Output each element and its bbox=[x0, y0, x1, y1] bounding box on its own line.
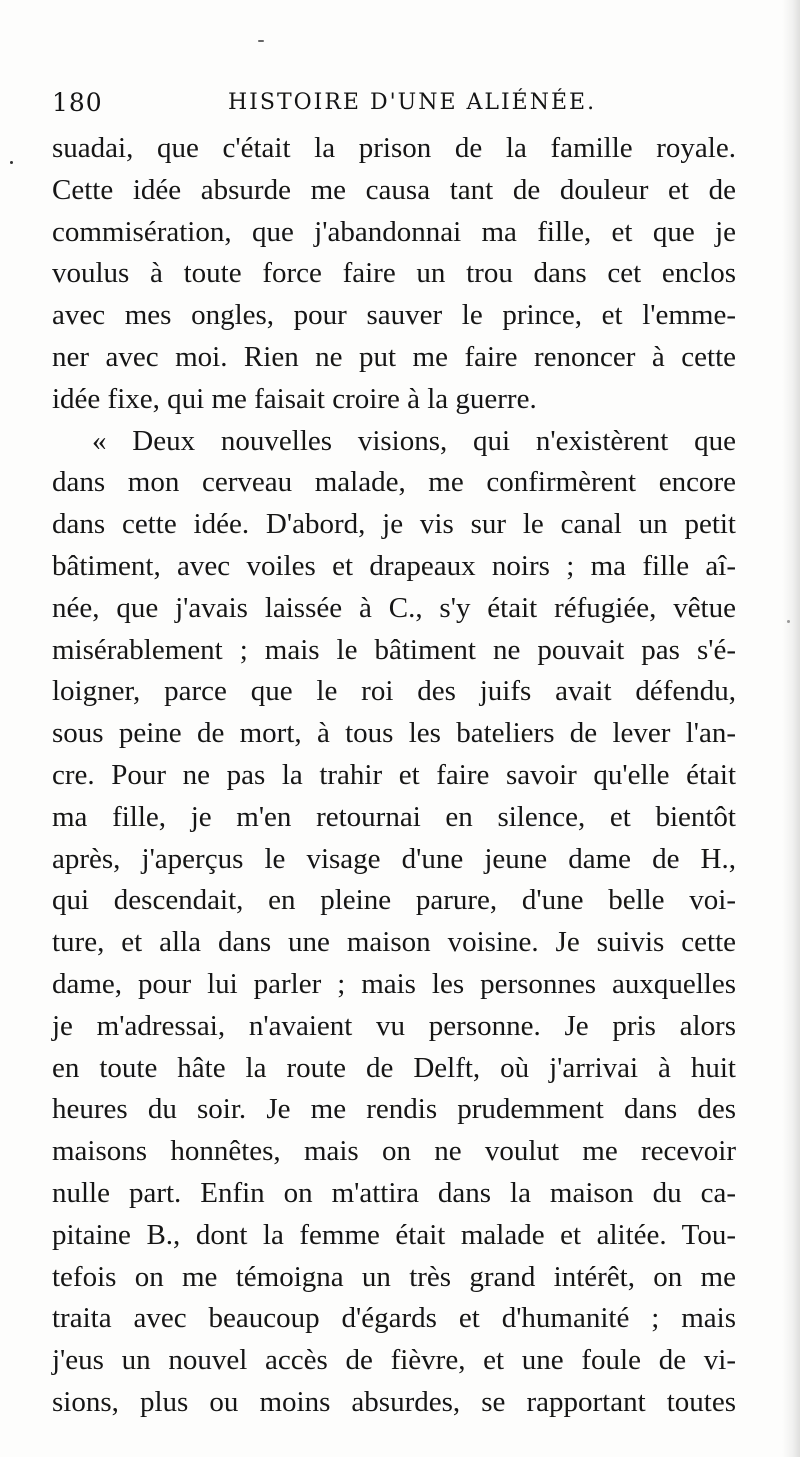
text-line: « Deux nouvelles visions, qui n'existèrent que bbox=[92, 424, 736, 457]
text-line: commisération, que j'abandonnai ma fille, et que je bbox=[52, 215, 736, 248]
text-line: pitaine B., dont la femme était malade et alitée. Tou- bbox=[52, 1218, 736, 1251]
text-line: j'eus un nouvel accès de fièvre, et une foule de vi- bbox=[52, 1344, 736, 1377]
text-line: ture, et alla dans une maison voisine. Je suivis cette bbox=[52, 926, 736, 959]
ink-speck bbox=[10, 161, 13, 164]
text-line: nulle part. Enfin on m'attira dans la maison du ca- bbox=[52, 1176, 736, 1209]
ink-speck bbox=[258, 40, 264, 42]
ink-speck bbox=[787, 620, 790, 623]
text-line: qui descendait, en pleine parure, d'une belle voi- bbox=[52, 884, 736, 917]
text-line: cre. Pour ne pas la trahir et faire savoir qu'elle était bbox=[52, 758, 736, 791]
text-line: suadai, que c'était la prison de la famille royale. bbox=[52, 132, 736, 164]
text-line: heures du soir. Je me rendis prudemment dans des bbox=[52, 1093, 736, 1126]
body-text bbox=[52, 128, 736, 1424]
text-line: en toute hâte la route de Delft, où j'arrivai à huit bbox=[52, 1051, 736, 1084]
text-line: maisons honnêtes, mais on ne voulut me recevoir bbox=[52, 1135, 736, 1168]
text-line: dame, pour lui parler ; mais les personnes auxquelles bbox=[52, 967, 736, 1000]
text-line: voulus à toute force faire un trou dans cet enclos bbox=[52, 257, 736, 290]
text-line: sions, plus ou moins absurdes, se rapportant toutes bbox=[52, 1385, 736, 1418]
text-line: misérablement ; mais le bâtiment ne pouvait pas s'é- bbox=[52, 633, 736, 666]
page-number: 180 bbox=[52, 88, 103, 117]
text-line: après, j'aperçus le visage d'une jeune dame de H., bbox=[52, 842, 736, 875]
text-line: avec mes ongles, pour sauver le prince, et l'emme- bbox=[52, 299, 736, 332]
text-line: dans cette idée. D'abord, je vis sur le canal un petit bbox=[52, 508, 736, 541]
text-line: ma fille, je m'en retournai en silence, et bientôt bbox=[52, 800, 736, 833]
text-line: traita avec beaucoup d'égards et d'humanité ; mais bbox=[52, 1302, 736, 1335]
page-header bbox=[50, 84, 740, 120]
page-gutter-shadow bbox=[782, 0, 800, 1457]
running-head: HISTOIRE D'UNE ALIÉNÉE. bbox=[228, 90, 597, 115]
text-line: sous peine de mort, à tous les bateliers de lever l'an- bbox=[52, 717, 736, 750]
text-line: idée fixe, qui me faisait croire à la guerre. bbox=[52, 382, 537, 415]
text-line: ner avec moi. Rien ne put me faire renoncer à cette bbox=[52, 340, 736, 373]
text-line: tefois on me témoigna un très grand intérêt, on me bbox=[52, 1260, 736, 1293]
text-line: loigner, parce que le roi des juifs avait défendu, bbox=[52, 675, 736, 708]
text-line: bâtiment, avec voiles et drapeaux noirs ; ma fille aî- bbox=[52, 549, 736, 582]
text-line: née, que j'avais laissée à C., s'y était réfugiée, vêtue bbox=[52, 591, 736, 624]
text-line: dans mon cerveau malade, me confirmèrent encore bbox=[52, 466, 736, 499]
text-line: Cette idée absurde me causa tant de douleur et de bbox=[52, 173, 736, 206]
text-line: je m'adressai, n'avaient vu personne. Je pris alors bbox=[52, 1009, 736, 1042]
